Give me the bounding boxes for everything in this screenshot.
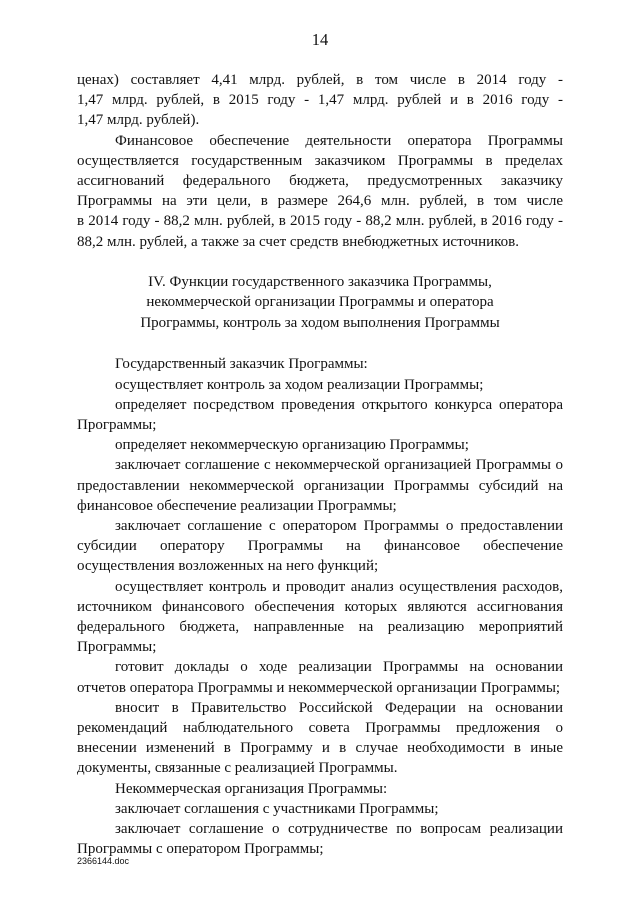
customer-agreement-operator	[77, 516, 563, 577]
text-line: Некоммерческая организация Программы:	[115, 780, 388, 797]
heading-line: некоммерческой организации Программы и оператора	[146, 294, 494, 311]
heading-line: IV. Функции государственного заказчика Программы,	[148, 273, 492, 290]
text-line: ценах) составляет 4,41 млрд. рублей, в том числе в 2014 году -	[77, 72, 563, 88]
document-footer: 2366144.doc	[77, 856, 130, 866]
text-line: документы, связанные с реализацией Программы.	[77, 760, 398, 777]
text-line: предоставлении некоммерческой организации Программы субсидий на	[77, 477, 563, 494]
text-line: Финансовое обеспечение деятельности оператора Программы	[115, 132, 563, 149]
text-line: заключает соглашение о сотрудничестве по вопросам реализации	[115, 821, 563, 837]
nko-participants	[77, 799, 563, 819]
text-line: определяет посредством проведения открытого конкурса оператора	[115, 396, 563, 413]
text-line: финансовое обеспечение реализации Программы;	[77, 497, 397, 514]
intro-paragraph	[77, 70, 563, 131]
text-line: ассигнований федерального бюджета, предусмотренных заказчику	[77, 173, 563, 190]
text-line: Программы с оператором Программы;	[77, 841, 324, 858]
section-heading	[77, 272, 563, 334]
heading-line: Программы, контроль за ходом выполнения Программы	[140, 314, 500, 331]
customer-agreement-nko	[77, 455, 563, 516]
text-line: осуществляет контроль за ходом реализации Программы;	[115, 376, 484, 393]
customer-nko	[77, 435, 563, 455]
text-line: источником финансового обеспечения которых являются ассигнования	[77, 598, 563, 615]
text-line: рекомендаций наблюдательного совета Программы предложения о	[77, 719, 563, 736]
text-line: Программы;	[77, 639, 157, 656]
text-line: Государственный заказчик Программы:	[115, 356, 368, 373]
text-line: определяет некоммерческую организацию Программы;	[115, 437, 469, 454]
customer-operator	[77, 395, 563, 435]
financing-paragraph	[77, 131, 563, 252]
text-line: осуществляет контроль и проводит анализ осуществления расходов,	[115, 578, 563, 595]
text-line: внесении изменений в Программу и в случае необходимости в иные	[77, 740, 563, 757]
text-line: заключает соглашение с некоммерческой организацией Программы о	[115, 457, 563, 474]
text-line: федерального бюджета, направленные на реализацию мероприятий	[77, 618, 563, 635]
document-body	[77, 70, 563, 859]
nko-cooperation	[77, 819, 563, 859]
text-line: 88,2 млн. рублей, а также за счет средств внебюджетных источников.	[77, 233, 520, 250]
text-line: заключает соглашение с оператором Программы о предоставлении	[115, 517, 563, 534]
text-line: субсидии оператору Программы на финансовое обеспечение	[77, 538, 563, 555]
text-line: осуществления возложенных на него функций;	[77, 558, 379, 575]
text-line: готовит доклады о ходе реализации Программы на основании	[115, 659, 563, 676]
text-line: Программы на эти цели, в размере 264,6 млн. рублей, в том числе	[77, 193, 563, 210]
text-line: отчетов оператора Программы и некоммерческой организации Программы;	[77, 679, 561, 696]
text-line: в 2014 году - 88,2 млн. рублей, в 2015 году - 88,2 млн. рублей, в 2016 году -	[77, 213, 563, 230]
page-number: 14	[311, 30, 329, 49]
nko-title	[77, 779, 563, 799]
customer-government	[77, 698, 563, 779]
text-line: 1,47 млрд. рублей, в 2015 году - 1,47 млрд. рублей и в 2016 году -	[77, 92, 563, 109]
text-line: Программы;	[77, 416, 157, 433]
customer-control	[77, 375, 563, 395]
text-line: осуществляется государственным заказчиком Программы в пределах	[77, 152, 563, 169]
text-line: 1,47 млрд. рублей).	[77, 112, 200, 129]
customer-reports	[77, 657, 563, 697]
text-line: заключает соглашения с участниками Программы;	[115, 800, 439, 817]
text-line: вносит в Правительство Российской Федерации на основании	[115, 699, 563, 716]
customer-title	[77, 354, 563, 374]
customer-analysis	[77, 577, 563, 658]
